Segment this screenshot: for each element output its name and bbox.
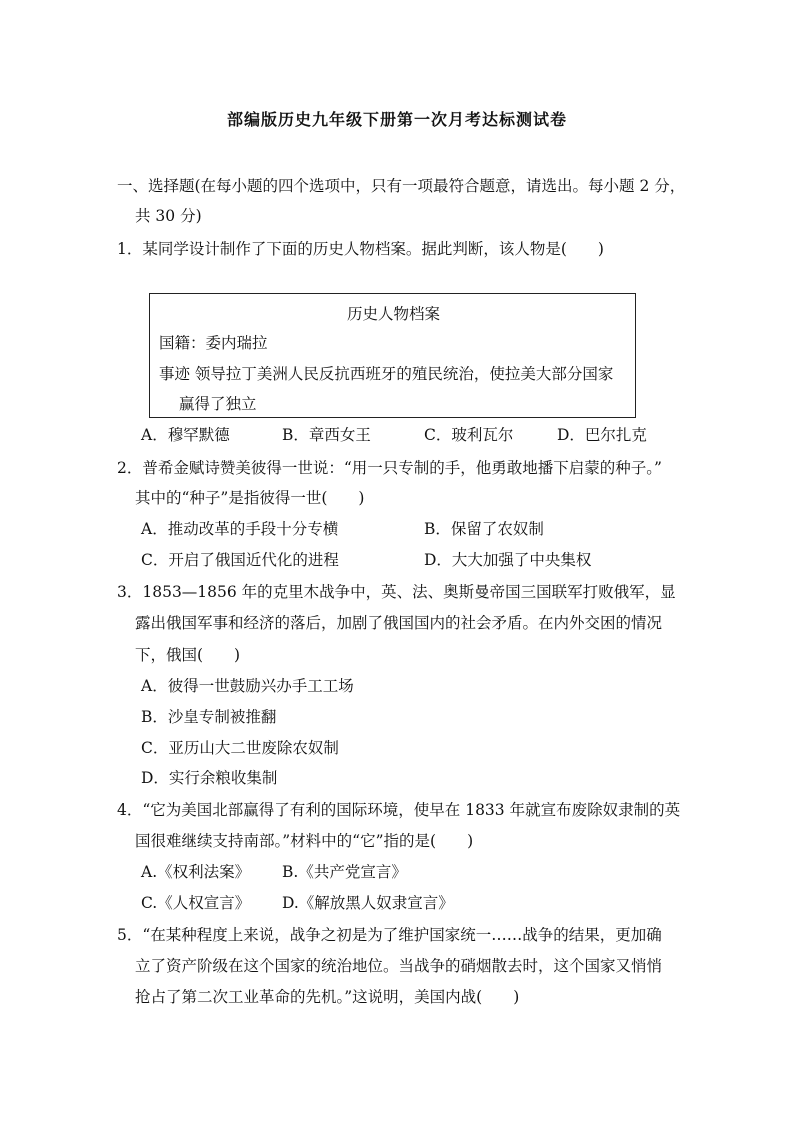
- question-3-stem-cont-2: 下，俄国( ): [135, 646, 241, 664]
- profile-row-deeds: 事迹 领导拉丁美洲人民反抗西班牙的殖民统治，使拉美大部分国家: [159, 365, 614, 383]
- section-heading-cont: 共 30 分): [135, 207, 202, 225]
- profile-row-nationality: 国籍：委内瑞拉: [159, 334, 268, 352]
- q1-option-b: B．章西女王: [282, 426, 371, 444]
- history-figure-profile-box: [149, 293, 636, 418]
- q2-option-d: D．大大加强了中央集权: [424, 551, 592, 569]
- profile-box-title: 历史人物档案: [346, 305, 440, 323]
- question-1-stem: 1．某同学设计制作了下面的历史人物档案。据此判断，该人物是( ): [117, 240, 604, 258]
- q3-option-b: B．沙皇专制被推翻: [141, 708, 277, 726]
- q4-option-a: A.《权利法案》: [141, 863, 251, 881]
- q1-option-d: D．巴尔扎克: [557, 426, 647, 444]
- q4-option-d: D.《解放黑人奴隶宣言》: [282, 894, 454, 912]
- question-3-stem-cont-1: 露出俄国军事和经济的落后，加剧了俄国国内的社会矛盾。在内外交困的情况: [135, 614, 663, 632]
- section-heading: 一、选择题(在每小题的四个选项中，只有一项最符合题意，请选出。每小题 2 分，: [117, 177, 686, 195]
- question-2-stem: 2．普希金赋诗赞美彼得一世说：“用一只专制的手，他勇敢地播下启蒙的种子。”: [117, 459, 662, 477]
- question-3-stem: 3．1853—1856 年的克里木战争中，英、法、奥斯曼帝国三国联军打败俄军，显: [117, 583, 676, 601]
- q3-option-a: A．彼得一世鼓励兴办手工工场: [141, 677, 354, 695]
- profile-row-deeds-cont: 赢得了独立: [179, 395, 257, 413]
- question-2-stem-cont: 其中的“种子”是指彼得一世( ): [135, 489, 365, 507]
- q3-option-c: C．亚历山大二世废除农奴制: [141, 739, 339, 757]
- question-5-stem-cont-1: 立了资产阶级在这个国家的统治地位。当战争的硝烟散去时，这个国家又悄悄: [135, 957, 663, 975]
- q2-option-c: C．开启了俄国近代化的进程: [141, 551, 339, 569]
- q1-option-a: A．穆罕默德: [141, 426, 230, 444]
- q2-option-a: A．推动改革的手段十分专横: [141, 520, 339, 538]
- question-5-stem: 5．“在某种程度上来说，战争之初是为了维护国家统一……战争的结果，更加确: [117, 926, 662, 944]
- question-5-stem-cont-2: 抢占了第二次工业革命的先机。”这说明，美国内战( ): [135, 988, 520, 1006]
- q1-option-c: C．玻利瓦尔: [424, 426, 514, 444]
- q2-option-b: B．保留了农奴制: [424, 520, 544, 538]
- page-title: 部编版历史九年级下册第一次月考达标测试卷: [226, 110, 567, 129]
- q3-option-d: D．实行余粮收集制: [141, 769, 278, 787]
- q4-option-b: B.《共产党宣言》: [282, 863, 407, 881]
- question-4-stem-cont: 国很难继续支持南部。”材料中的“它”指的是( ): [135, 832, 474, 850]
- question-4-stem: 4．“它为美国北部赢得了有利的国际环境，使早在 1833 年就宣布废除奴隶制的英: [117, 801, 681, 819]
- q4-option-c: C.《人权宣言》: [141, 894, 251, 912]
